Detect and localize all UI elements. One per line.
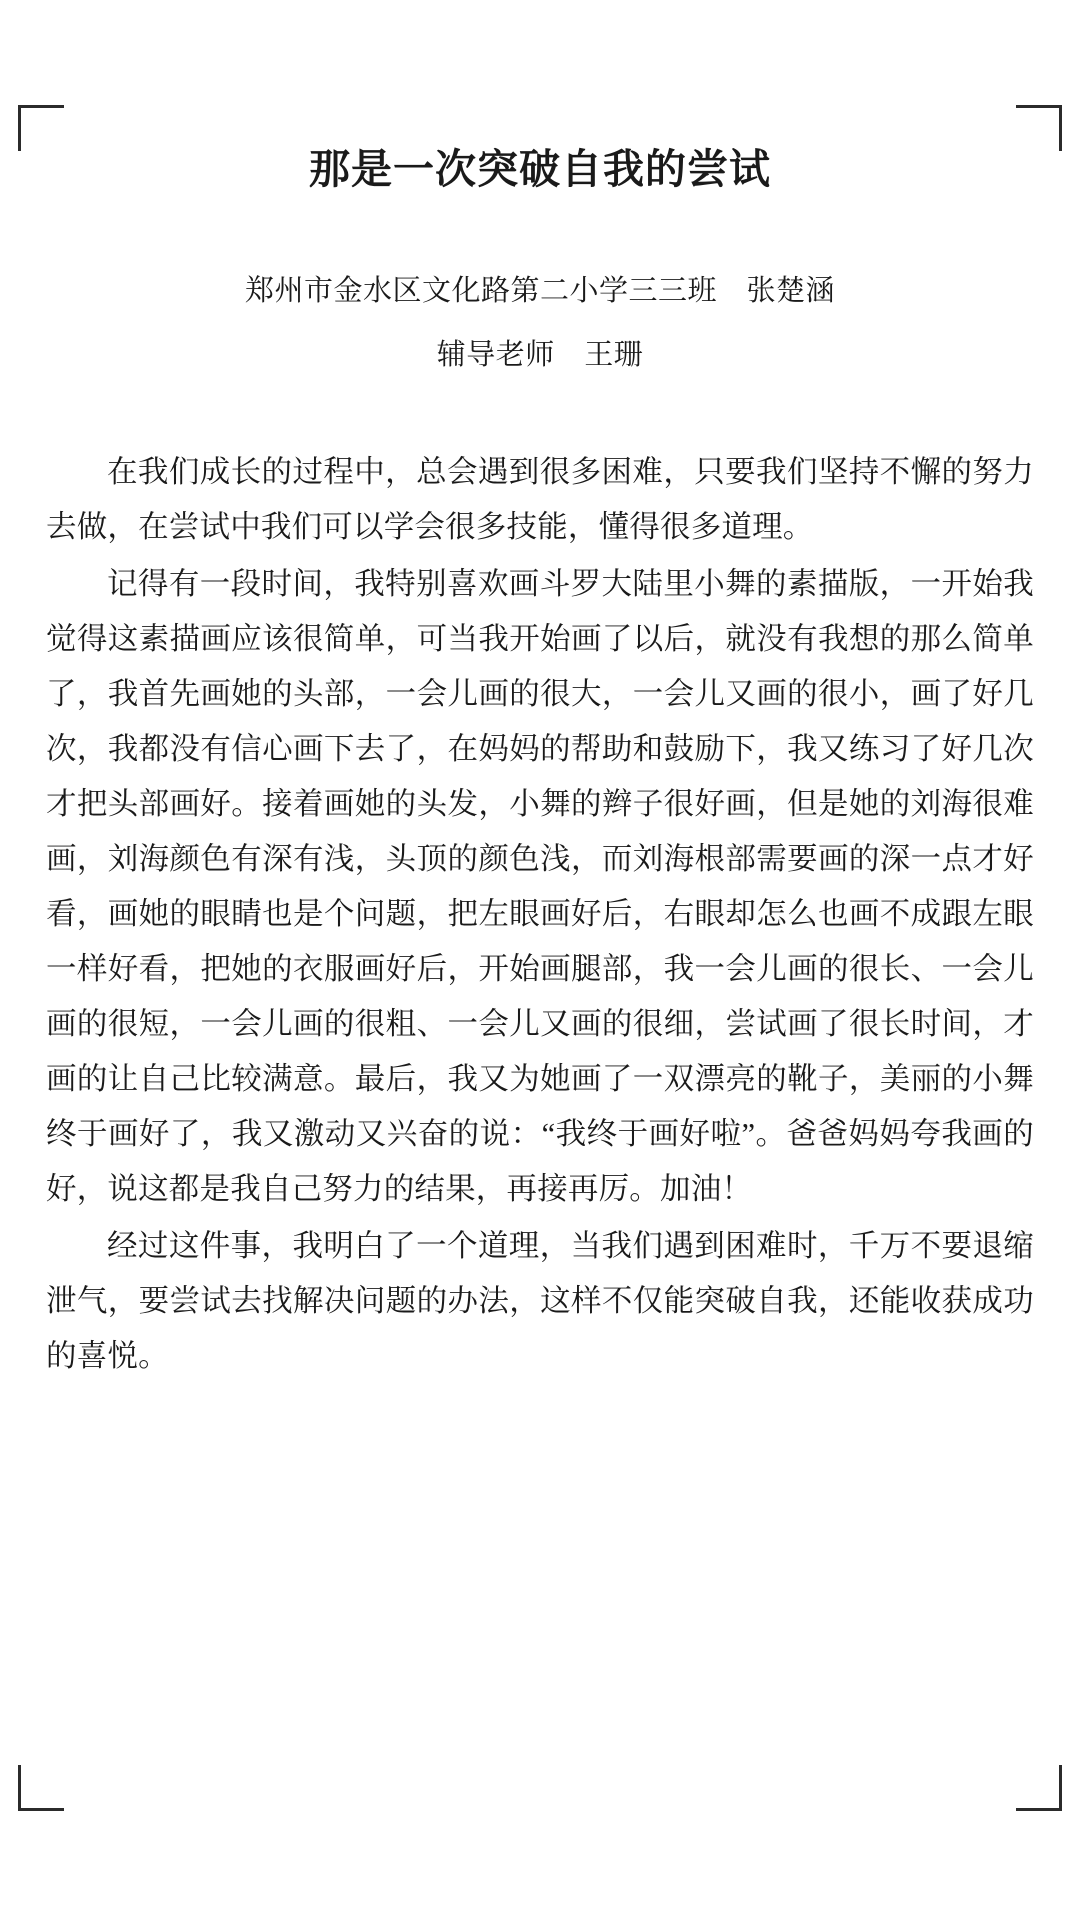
author-byline: 郑州市金水区文化路第二小学三三班 张楚涵: [244, 273, 835, 308]
paragraph: 经过这件事，我明白了一个道理，当我们遇到困难时，千万不要退缩泄气，要尝试去找解决问题的办法，这样不仅能突破自我，还能收获成功的喜悦。: [46, 1229, 1034, 1374]
page-title: 那是一次突破自我的尝试: [309, 145, 771, 193]
crop-mark-bottom-left: [18, 1765, 64, 1811]
paragraph: 记得有一段时间，我特别喜欢画斗罗大陆里小舞的素描版，一开始我觉得这素描画应该很简单，可当我开始画了以后，就没有我想的那么简单了，我首先画她的头部，一会儿画的很大，一会儿又画的很小，画了好几次，我都没有信心画下去了，在妈妈的帮助和鼓励下，我又练习了好几次才把头部画好。接着画她的头发，小舞的辫子很好画，但是她的刘海很难画，刘海颜色有深有浅，头顶的颜色浅，而刘海根部需要画的深一点才好看，画她的眼睛也是个问题，把左眼画好后，右眼却怎么也画不成跟左眼一样好看，把她的衣服画好后，开始画腿部，我一会儿画的很长、一会儿画的很短，一会儿画的很粗、一会儿又画的很细，尝试画了很长时间，才画的让自己比较满意。最后，我又为她画了一双漂亮的靴子，美丽的小舞终于画好了，我又激动又兴奋的说：“我终于画好啦”。爸爸妈妈夸我画的好，说这都是我自己努力的结果，再接再厉。加油！: [46, 567, 1034, 1207]
advisor-byline: 辅导老师 王珊: [436, 337, 644, 372]
document-body: [28, 445, 1052, 1384]
paragraph: 在我们成长的过程中，总会遇到很多困难，只要我们坚持不懈的努力去做，在尝试中我们可以学会很多技能，懂得很多道理。: [46, 455, 1034, 545]
crop-mark-bottom-right: [1016, 1765, 1062, 1811]
